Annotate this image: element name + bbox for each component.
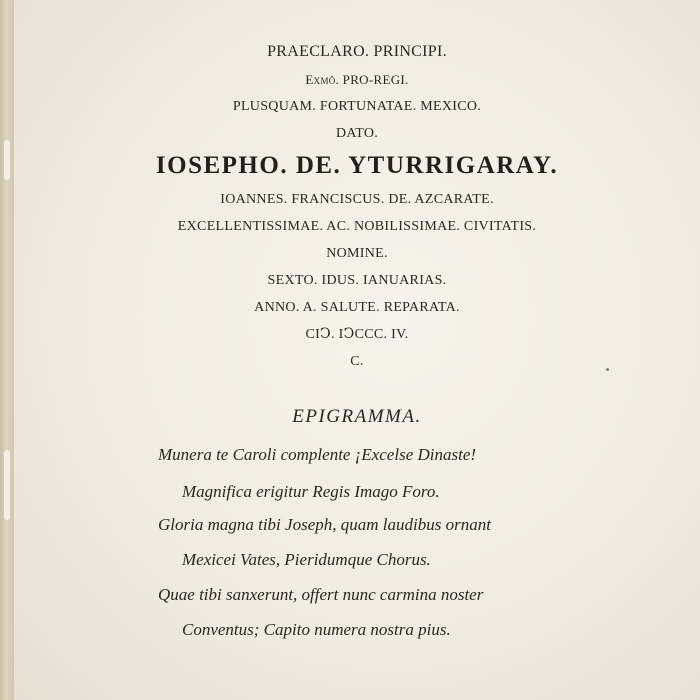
dedication-line: C.: [350, 354, 364, 369]
epigram-verse: Conventus; Capito numera nostra pius.: [182, 620, 451, 639]
dedication-line: IOANNES. FRANCISCUS. DE. AZCARATE.: [220, 192, 494, 207]
ink-speck: [606, 368, 609, 371]
dedication-line: EXCELLENTISSIMAE. AC. NOBILISSIMAE. CIVITATIS.: [177, 219, 537, 234]
binding-thread-mark: [4, 450, 10, 520]
epigram-verse: Mexicei Vates, Pieridumque Chorus.: [182, 550, 431, 569]
epigram-title: EPIGRAMMA.: [292, 406, 422, 427]
epigram-verse: Gloria magna tibi Joseph, quam laudibus ornant: [158, 515, 491, 534]
dedication-line: SEXTO. IDUS. IANUARIAS.: [267, 273, 447, 288]
epigram-verse: Munera te Caroli complente ¡Excelse Dinaste!: [158, 445, 477, 464]
book-spine-edge: [0, 0, 14, 700]
dedication-year: CIↃ. IↃCCC. IV.: [305, 327, 409, 342]
epigram-verse: Quae tibi sanxerunt, offert nunc carmina noster: [158, 585, 484, 604]
dedication-line: DATO.: [335, 126, 379, 141]
honoree-name: IOSEPHO. DE. YTURRIGARAY.: [155, 152, 559, 179]
dedication-line: NOMINE.: [326, 246, 388, 261]
dedication-line: Exmô. PRO-REGI.: [305, 72, 409, 87]
binding-thread-mark: [4, 140, 10, 180]
dedication-line: PLUSQUAM. FORTUNATAE. MEXICO.: [232, 99, 482, 114]
epigram-verse: Magnifica erigitur Regis Imago Foro.: [182, 482, 440, 501]
dedication-block: [14, 44, 700, 369]
dedication-line: ANNO. A. SALUTE. REPARATA.: [254, 300, 460, 315]
dedication-line: PRAECLARO. PRINCIPI.: [267, 43, 447, 60]
